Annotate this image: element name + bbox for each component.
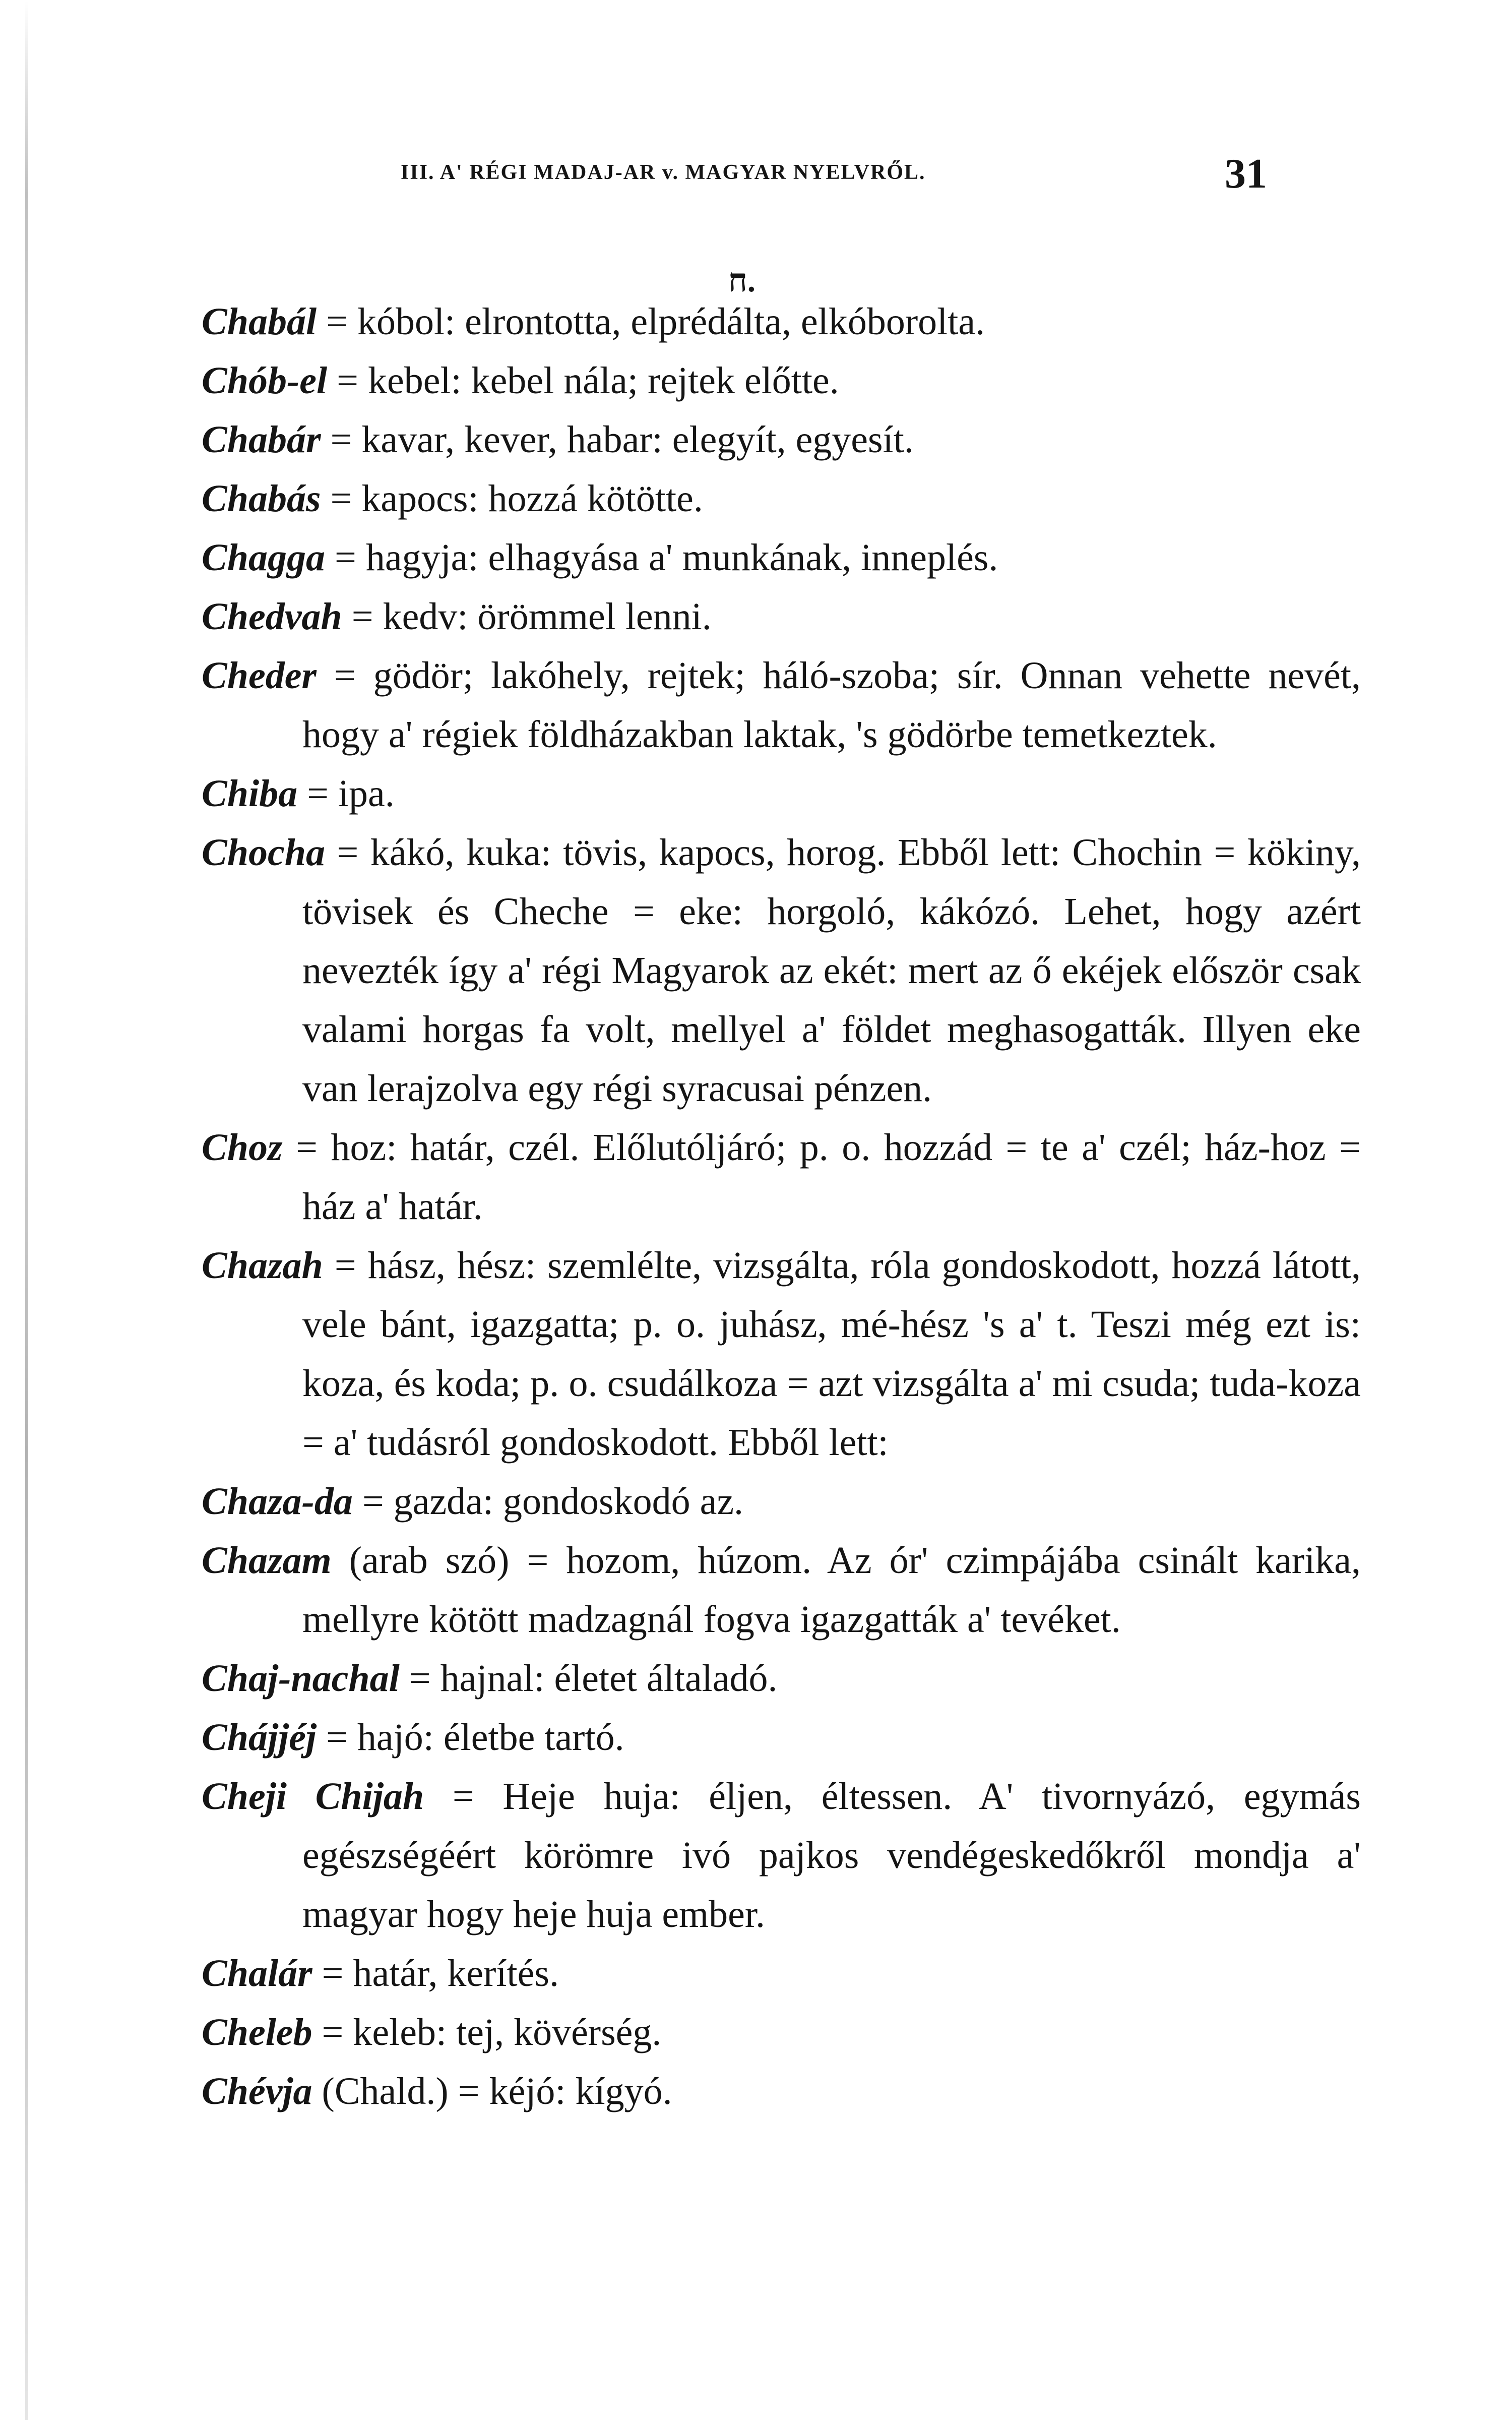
entry-definition: (arab szó) = hozom, húzom. Az ór' czimpájába csinált karika, mellyre kötött madzagnál fogva igazgatták a' tevéket. (302, 1539, 1361, 1641)
entry-headword: Chocha (202, 831, 325, 874)
entry-headword: Chabás (202, 477, 321, 520)
entry-definition: = kapocs: hozzá kötötte. (330, 477, 703, 520)
dictionary-entry (202, 292, 1361, 351)
entry-definition: = kedv: örömmel lenni. (351, 595, 712, 638)
entry-definition: = határ, kerítés. (322, 1952, 559, 1994)
entry-definition: = hajó: életbe tartó. (326, 1716, 624, 1759)
entry-headword: Cheder (202, 654, 317, 697)
entry-headword: Chabál (202, 300, 317, 343)
entry-headword: Chalár (202, 1952, 312, 1994)
binding-shadow (25, 0, 28, 2420)
dictionary-entry (202, 1767, 1361, 1944)
dictionary-entries (202, 292, 1361, 2121)
entry-headword: Chájjéj (202, 1716, 317, 1759)
entry-definition: = keleb: tej, kövérség. (322, 2011, 662, 2053)
dictionary-entry (202, 1118, 1361, 1236)
entry-definition: = kákó, kuka: tövis, kapocs, horog. Ebből lett: Chochin = kökiny, tövisek és Cheche = eke: horgoló, kákózó. Lehet, hogy azért nevezték így a' régi Magyarok az ekét: mert az ő ekéjek először csak valami horgas fa volt, mellyel a' földet meghasogatták. Illyen eke van lerajzolva egy régi syracusai pénzen. (302, 831, 1361, 1110)
entry-headword: Chagga (202, 536, 325, 579)
entry-definition: = kebel: kebel nála; rejtek előtte. (337, 359, 839, 402)
entry-definition: = kavar, kever, habar: elegyít, egyesít. (330, 418, 914, 461)
dictionary-entry (202, 823, 1361, 1118)
dictionary-entry (202, 1708, 1361, 1767)
entry-headword: Chabár (202, 418, 321, 461)
dictionary-entry (202, 1531, 1361, 1649)
entry-definition: = gödör; lakóhely, rejtek; háló-szoba; sír. Onnan vehette nevét, hogy a' régiek földházakban laktak, 's gödörbe temetkeztek. (302, 654, 1361, 756)
entry-headword: Chazah (202, 1244, 323, 1287)
dictionary-entry (202, 1649, 1361, 1708)
entry-definition: = hász, hész: szemlélte, vizsgálta, róla gondoskodott, hozzá látott, vele bánt, igazgatta; p. o. juhász, mé-hész 's a' t. Teszi még ezt is: koza, és koda; p. o. csudálkoza = azt vizsgálta a' mi csuda; tuda-koza = a' tudásról gondoskodott. Ebből lett: (302, 1244, 1361, 1464)
entry-headword: Chedvah (202, 595, 342, 638)
entry-definition: = gazda: gondoskodó az. (362, 1480, 744, 1523)
dictionary-entry (202, 2062, 1361, 2121)
entry-headword: Chaj-nachal (202, 1657, 400, 1700)
entry-headword: Chaza-da (202, 1480, 353, 1523)
running-head: III. A' RÉGI MADAJ-AR v. MAGYAR NYELVRŐL. (401, 161, 926, 184)
entry-headword: Cheleb (202, 2011, 312, 2053)
dictionary-entry (202, 1944, 1361, 2003)
page-number: 31 (1225, 150, 1267, 197)
entry-headword: Chévja (202, 2070, 312, 2112)
entry-definition: (Chald.) = kéjó: kígyó. (322, 2070, 672, 2112)
entry-headword: Choz (202, 1126, 283, 1169)
entry-headword: Chób-el (202, 359, 328, 402)
dictionary-entry (202, 587, 1361, 646)
entry-definition: = hoz: határ, czél. Előlutóljáró; p. o. hozzád = te a' czél; ház-hoz = ház a' határ. (296, 1126, 1361, 1228)
dictionary-entry (202, 528, 1361, 587)
dictionary-entry (202, 2003, 1361, 2062)
dictionary-entry (202, 764, 1361, 823)
entry-headword: Chazam (202, 1539, 332, 1582)
dictionary-entry (202, 1472, 1361, 1531)
dictionary-entry (202, 646, 1361, 764)
entry-definition: = hajnal: életet általadó. (409, 1657, 778, 1700)
dictionary-entry (202, 410, 1361, 469)
dictionary-entry (202, 351, 1361, 410)
dictionary-entry (202, 469, 1361, 528)
dictionary-entry (202, 1236, 1361, 1472)
entry-definition: = ipa. (307, 772, 395, 815)
entry-headword: Cheji Chijah (202, 1775, 424, 1818)
entry-definition: = hagyja: elhagyása a' munkának, inneplés. (334, 536, 998, 579)
entry-definition: = kóbol: elrontotta, elprédálta, elkóborolta. (326, 300, 985, 343)
entry-definition: = Heje huja: éljen, éltessen. A' tivornyázó, egymás egészségéért körömre ivó pajkos vendégeskedőkről mondja a' magyar hogy heje huja ember. (302, 1775, 1361, 1935)
section-letter: ח. (728, 263, 755, 298)
entry-headword: Chiba (202, 772, 298, 815)
